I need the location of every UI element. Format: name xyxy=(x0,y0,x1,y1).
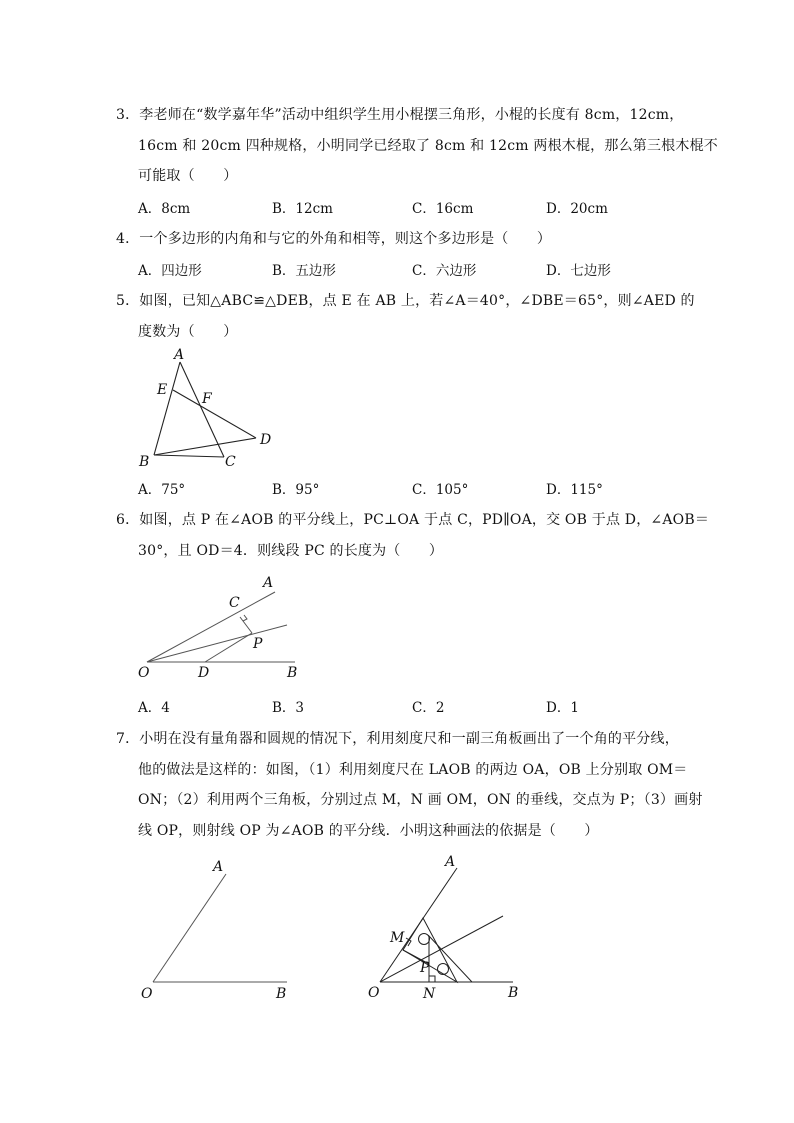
q5-segment-bd xyxy=(154,438,256,455)
q6-label-b: B xyxy=(287,665,298,681)
q5-line-2: 度数为（ ） xyxy=(138,324,238,340)
q7-fig2-ruler-hole-1 xyxy=(419,934,430,945)
q3-option-d: D．20cm xyxy=(546,201,608,217)
q3-line-2: 16cm 和 20cm 四种规格，小明同学已经取了 8cm 和 12cm 两根木棍，那么第三根木棍不 xyxy=(138,138,718,154)
q6-option-c: C．2 xyxy=(412,700,445,716)
q7-fig2-label-n: N xyxy=(423,986,436,1002)
q5-label-d: D xyxy=(260,432,272,448)
q4-option-a: A．四边形 xyxy=(138,263,202,279)
q6-label-o: O xyxy=(138,665,150,681)
q7-fig1-label-o: O xyxy=(141,986,153,1002)
q5-label-f: F xyxy=(202,391,212,407)
q5-label-a: A xyxy=(174,347,185,363)
q6-line-1: 6．如图，点 P 在∠AOB 的平分线上，PC⊥OA 于点 C，PD∥OA，交 OB 于点 D，∠AOB＝ xyxy=(116,512,710,528)
q5-option-a: A．75° xyxy=(138,482,186,498)
q6-segment-pd xyxy=(205,633,252,662)
q5-segment-bc xyxy=(154,455,224,457)
q3-option-b: B．12cm xyxy=(272,201,333,217)
q7-line-4: 线 OP，则射线 OP 为∠AOB 的平分线．小明这种画法的依据是（ ） xyxy=(138,823,599,839)
q5-label-c: C xyxy=(225,454,236,470)
q5-option-b: B．95° xyxy=(272,482,320,498)
q7-fig2-label-m: M xyxy=(390,930,405,946)
q3-option-c: C．16cm xyxy=(412,201,474,217)
q7-line-3: ON；（2）利用两个三角板，分别过点 M，N 画 OM，ON 的垂线，交点为 P；（3）画射 xyxy=(138,792,703,808)
q7-fig2-triangle-ruler-2 xyxy=(429,936,472,982)
q7-fig2-label-p: P xyxy=(420,960,430,976)
q6-line-2: 30°，且 OD＝4．则线段 PC 的长度为（ ） xyxy=(138,543,444,559)
q3-option-a: A．8cm xyxy=(138,201,191,217)
q4-option-b: B．五边形 xyxy=(272,263,336,279)
q3-line-3: 可能取（ ） xyxy=(138,168,238,184)
q6-label-c: C xyxy=(229,595,240,611)
q7-fig1-label-a: A xyxy=(213,859,224,875)
q7-fig2-ruler-hole-2 xyxy=(438,964,449,975)
q6-label-p: P xyxy=(253,636,263,652)
q7-fig2-label-a: A xyxy=(445,854,456,870)
q7-fig2-label-o: O xyxy=(368,985,380,1001)
q7-fig1-ray-oa xyxy=(153,874,226,982)
q4-line-1: 4．一个多边形的内角和与它的外角和相等，则这个多边形是（ ） xyxy=(116,231,552,247)
q7-fig2-triangle-ruler-1 xyxy=(403,918,457,982)
q6-label-a: A xyxy=(263,575,274,591)
q4-option-d: D．七边形 xyxy=(546,263,611,279)
q7-figure-1 xyxy=(135,850,305,1005)
q5-segment-ab xyxy=(154,362,180,455)
q7-fig2-right-angle-mark-n xyxy=(429,976,435,982)
q7-fig1-label-b: B xyxy=(276,986,287,1002)
q5-option-c: C．105° xyxy=(412,482,469,498)
q6-option-a: A．4 xyxy=(138,700,170,716)
q5-label-e: E xyxy=(157,382,168,398)
q7-figure-2 xyxy=(365,850,535,1005)
q5-figure xyxy=(130,342,290,472)
q7-line-2: 他的做法是这样的：如图，（1）利用刻度尺在 LAOB 的两边 OA，OB 上分别取 OM＝ xyxy=(138,762,688,778)
q6-right-angle-mark xyxy=(243,615,247,621)
q5-segment-ac xyxy=(180,362,224,457)
q5-option-d: D．115° xyxy=(546,482,603,498)
q4-option-c: C．六边形 xyxy=(412,263,477,279)
q5-line-1: 5．如图，已知△ABC≌△DEB，点 E 在 AB 上，若∠A＝40°，∠DBE＝65°，则∠AED 的 xyxy=(116,293,695,309)
q6-label-d: D xyxy=(198,665,210,681)
q5-label-b: B xyxy=(139,454,150,470)
q3-line-1: 3．李老师在“数学嘉年华”活动中组织学生用小棍摆三角形，小棍的长度有 8cm，12cm， xyxy=(116,107,684,123)
q6-option-b: B．3 xyxy=(272,700,305,716)
q7-fig2-label-b: B xyxy=(508,985,519,1001)
q6-figure xyxy=(135,570,315,685)
q6-option-d: D．1 xyxy=(546,700,579,716)
q5-segment-ed xyxy=(173,390,256,438)
q7-line-1: 7．小明在没有量角器和圆规的情况下，利用刻度尺和一副三角板画出了一个角的平分线， xyxy=(116,731,679,747)
q6-bisector xyxy=(147,625,287,662)
